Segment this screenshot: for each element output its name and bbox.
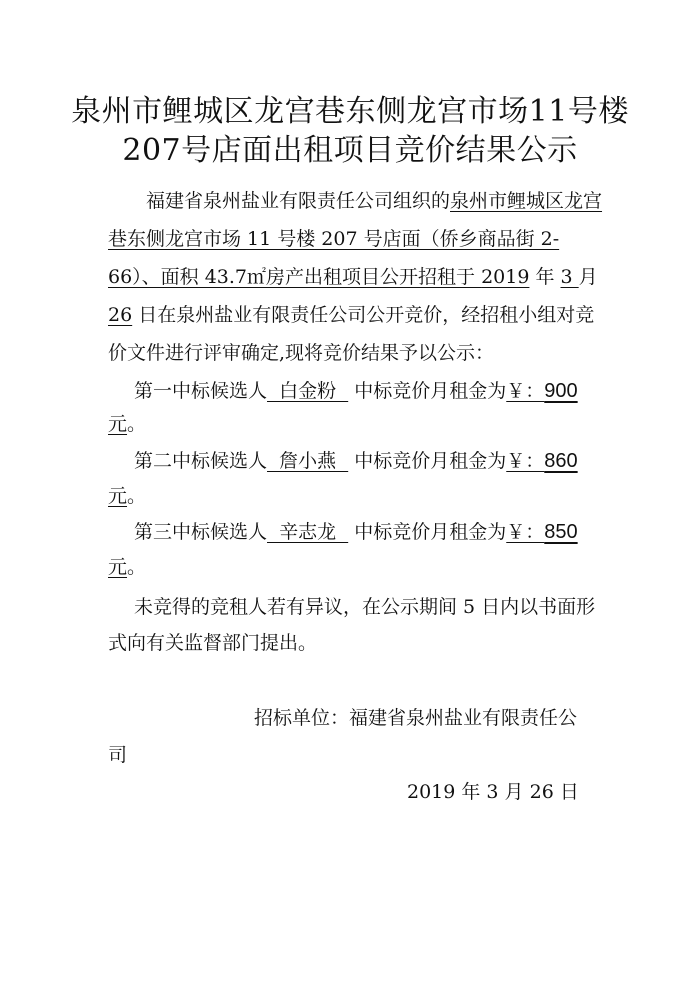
- signature-date: 2019 年 3 月 26 日: [407, 781, 579, 803]
- intro-line-5: 价文件进行评审确定,现将竞价结果予以公示：: [108, 342, 495, 364]
- candidate-2-unit-line: 元。: [108, 485, 147, 507]
- candidate-3-name: 辛志龙: [267, 521, 349, 543]
- candidate-1-line: 第一中标候选人 白金粉 中标竞价月租金为￥：900: [134, 380, 578, 402]
- objection-line-2: 式向有关监督部门提出。: [108, 632, 318, 654]
- candidate-3-line: 第三中标候选人 辛志龙 中标竞价月租金为￥：850: [134, 521, 578, 543]
- tendering-unit-line-1: 招标单位：福建省泉州盐业有限责任公: [254, 707, 578, 729]
- document-title-line-2: 207号店面出租项目竞价结果公示: [122, 133, 578, 168]
- candidate-2-name: 詹小燕: [267, 450, 349, 472]
- document-title-line-1: 泉州市鲤城区龙宫巷东侧龙宫市场11号楼: [71, 94, 629, 129]
- candidate-3-amount: 850: [544, 521, 578, 543]
- tendering-unit-line-2: 司: [108, 744, 128, 766]
- candidate-2-line: 第二中标候选人 詹小燕 中标竞价月租金为￥：860: [134, 450, 578, 472]
- intro-line-1: 福建省泉州盐业有限责任公司组织的泉州市鲤城区龙宫: [146, 190, 603, 212]
- bid-day: 26: [108, 304, 133, 326]
- candidate-3-unit-line: 元。: [108, 556, 147, 578]
- project-location-underlined: 泉州市鲤城区龙宫: [450, 190, 603, 212]
- candidate-1-unit-line: 元。: [108, 413, 147, 435]
- intro-line-4: 26 日在泉州盐业有限责任公司公开竞价，经招租小组对竞: [108, 304, 595, 326]
- bid-month: 3: [560, 266, 579, 288]
- candidate-1-amount: 900: [544, 380, 578, 402]
- intro-line-2: 巷东侧龙宫市场 11 号楼 207 号店面（侨乡商品街 2-: [108, 228, 560, 250]
- candidate-1-name: 白金粉: [267, 380, 349, 402]
- bid-year: 2019: [481, 266, 530, 288]
- objection-line-1: 未竞得的竞租人若有异议，在公示期间 5 日内以书面形: [134, 596, 596, 618]
- candidate-2-amount: 860: [544, 450, 578, 472]
- intro-line-3: 66）、面积 43.7㎡房产出租项目公开招租于 2019 年 3 月: [108, 266, 598, 288]
